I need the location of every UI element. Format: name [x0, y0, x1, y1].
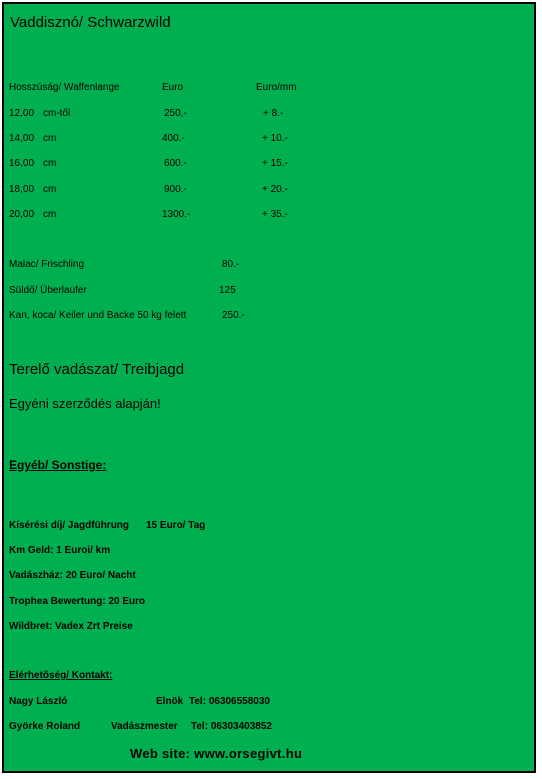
row-euro-mm: + 20.-	[262, 184, 288, 195]
row-euro-mm: + 8.-	[263, 108, 284, 119]
row-euro: 1300.-	[162, 209, 191, 220]
row-size: 12,00	[9, 108, 35, 119]
contact-role: Elnök	[156, 696, 184, 707]
contact-role: Vadászmester	[111, 721, 178, 732]
trophy-fee: Trophea Bewertung: 20 Euro	[9, 596, 146, 607]
row-euro: 900.-	[164, 184, 187, 195]
guide-fee-label: Kísérési díj/ Jagdführung	[9, 520, 130, 531]
drive-hunt-title: Terelő vadászat/ Treibjagd	[9, 361, 185, 378]
row-euro-mm: + 35.-	[262, 209, 288, 220]
row-unit: cm	[43, 158, 57, 169]
lodge-fee: Vadászház: 20 Euro/ Nacht	[9, 570, 136, 581]
row-unit: cm	[43, 209, 57, 220]
row-euro: 600.-	[164, 158, 187, 169]
wildbret-info: Wildbret: Vadex Zrt Preise	[9, 621, 133, 632]
row-unit: cm	[43, 133, 57, 144]
row-euro: 250,-	[164, 108, 187, 119]
animal-price: 125	[219, 285, 236, 296]
animal-price: 80.-	[222, 259, 240, 270]
row-euro-mm: + 10.-	[262, 133, 288, 144]
other-title: Egyéb/ Sonstige:	[9, 458, 107, 472]
header-euro: Euro	[162, 82, 184, 93]
row-size: 14,00	[9, 133, 35, 144]
animal-label: Malac/ Frischling	[9, 259, 85, 270]
row-euro-mm: + 15.-	[262, 158, 288, 169]
animal-label: Kan, koca/ Keiler und Backe 50 kg felett	[9, 310, 187, 321]
header-euro-mm: Euro/mm	[256, 82, 297, 93]
km-fee: Km Geld: 1 Euroi/ km	[9, 545, 111, 556]
header-length: Hosszúság/ Waffenlange	[9, 82, 120, 93]
animal-label: Süldő/ Überlaufer	[9, 285, 87, 296]
row-size: 20,00	[9, 209, 35, 220]
contact-tel: Tel: 06303403852	[191, 721, 272, 732]
row-size: 18,00	[9, 184, 35, 195]
row-unit: cm	[43, 184, 57, 195]
contact-tel: Tel: 06306558030	[189, 696, 270, 707]
row-unit: cm-től	[43, 108, 71, 119]
row-size: 16,00	[9, 158, 35, 169]
row-euro: 400.-	[162, 133, 185, 144]
drive-hunt-text: Egyéni szerződés alapján!	[9, 396, 161, 411]
animal-price: 250.-	[222, 310, 245, 321]
contact-name: Györke Roland	[9, 721, 81, 732]
page-title: Vaddisznó/ Schwarzwild	[10, 14, 171, 31]
guide-fee-value: 15 Euro/ Tag	[146, 520, 206, 531]
website-link[interactable]: Web site: www.orsegivt.hu	[130, 746, 303, 761]
contact-name: Nagy László	[9, 696, 68, 707]
contact-title: Elérhetőség/ Kontakt:	[9, 670, 113, 681]
